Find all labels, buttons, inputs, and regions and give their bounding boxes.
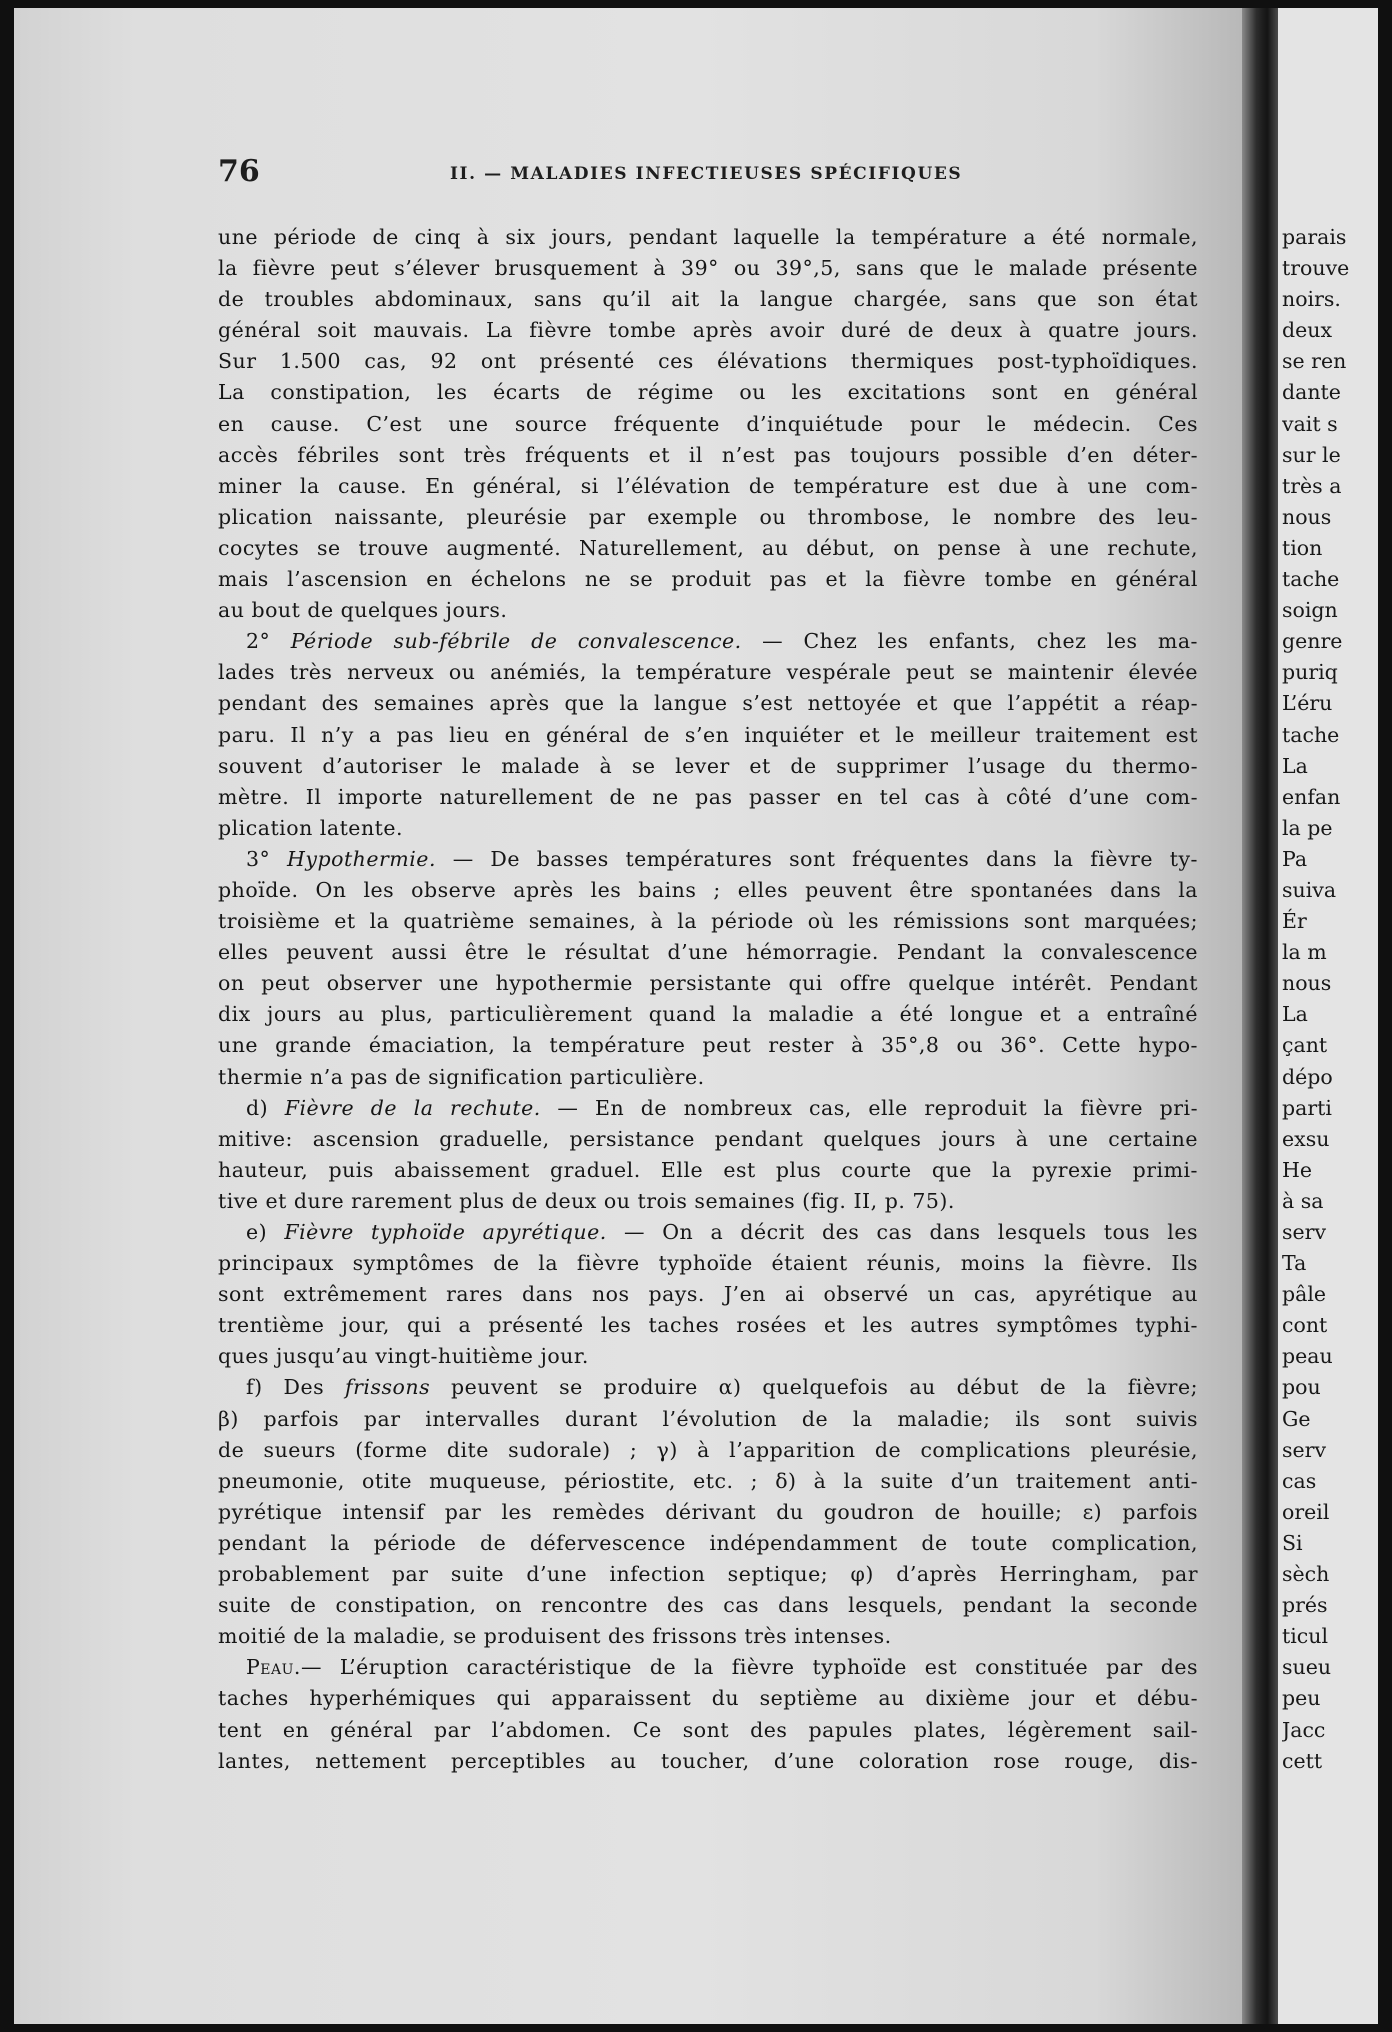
right-page-fragment: vait s — [1282, 411, 1338, 436]
line-text: en cause. C’est une source fréquente d’inquiétude pour le médecin. Ces — [218, 411, 1198, 436]
text-line — [218, 1715, 1198, 1746]
text-line — [218, 377, 1198, 408]
line-text: souvent d’autoriser le malade à se lever et de supprimer l’usage du thermo- — [218, 753, 1198, 778]
text-line — [218, 1559, 1198, 1590]
right-page-fragment: trouve — [1282, 256, 1350, 281]
text-line — [218, 471, 1198, 502]
text-line — [218, 1030, 1198, 1061]
text-line — [218, 813, 1198, 844]
right-page-fragment: sueu — [1282, 1655, 1332, 1680]
line-text: — L’éruption caractéristique de la fièvre typhoïde est constituée par des — [300, 1655, 1198, 1680]
text-line — [218, 253, 1198, 284]
line-text: trentième jour, qui a présenté les taches rosées et les autres symptômes typhi- — [218, 1313, 1198, 1338]
line-text: lades très nerveux ou anémiés, la température vespérale peut se maintenir élevée — [218, 660, 1198, 685]
right-page-fragment: suiva — [1282, 877, 1337, 902]
right-page-fragment: pâle — [1282, 1282, 1327, 1307]
running-head: II. — MALADIES INFECTIEUSES SPÉCIFIQUES — [450, 164, 963, 184]
section-heading: Peau. — [246, 1655, 301, 1680]
right-page-fragment: dante — [1282, 380, 1341, 405]
line-text: tent en général par l’abdomen. Ce sont des papules plates, légèrement sail- — [218, 1717, 1198, 1742]
right-page-fragment: exsu — [1282, 1126, 1330, 1151]
line-text: suite de constipation, on rencontre des cas dans lesquels, pendant la seconde — [218, 1593, 1198, 1618]
right-page-fragment: peu — [1282, 1686, 1321, 1711]
line-text: mitive: ascension graduelle, persistance pendant quelques jours à une certaine — [218, 1126, 1198, 1151]
right-page-fragment: parti — [1282, 1095, 1332, 1120]
line-text: accès fébriles sont très fréquents et il n’est pas toujours possible d’en déter- — [218, 442, 1198, 467]
text-line — [218, 440, 1198, 471]
line-text: cocytes se trouve augmenté. Naturellement, au début, on pense à une rechute, — [218, 535, 1198, 560]
text-line — [218, 906, 1198, 937]
text-line — [218, 720, 1198, 751]
text-line — [218, 1062, 1198, 1093]
line-text: — On a décrit des cas dans lesquels tous les — [623, 1220, 1198, 1244]
text-line — [218, 937, 1198, 968]
text-line — [218, 1466, 1198, 1497]
text-line — [218, 688, 1198, 719]
line-text: de troubles abdominaux, sans qu’il ait la langue chargée, sans que son état — [218, 287, 1198, 312]
line-text: une grande émaciation, la température peut rester à 35°,8 ou 36°. Cette hypo- — [218, 1033, 1198, 1058]
right-page-fragment: pou — [1282, 1375, 1321, 1400]
text-line — [218, 315, 1198, 346]
right-page-fragment: nous — [1282, 504, 1332, 529]
line-text: une période de cinq à six jours, pendant laquelle la température a été normale, — [218, 225, 1198, 249]
right-page-fragment: Ta — [1282, 1251, 1307, 1276]
right-page-fragment: tache — [1282, 567, 1340, 592]
paragraph-marker: e) — [246, 1220, 268, 1244]
right-page-fragment: enfan — [1282, 784, 1341, 809]
line-text: hauteur, puis abaissement graduel. Elle est plus courte que la pyrexie primi- — [218, 1157, 1198, 1182]
right-page-fragment: serv — [1282, 1220, 1327, 1244]
line-text: la fièvre peut s’élever brusquement à 39° ou 39°,5, sans que le malade présente — [218, 256, 1198, 281]
right-page-fragment: dépo — [1282, 1064, 1333, 1089]
text-line — [218, 1590, 1198, 1621]
right-page-fragment: La — [1282, 753, 1308, 778]
text-line — [218, 564, 1198, 595]
line-text: probablement par suite d’une infection septique; φ) d’après Herringham, par — [218, 1562, 1198, 1587]
line-text: — Chez les enfants, chez les ma- — [762, 629, 1198, 654]
right-page-fragment: cett — [1282, 1748, 1323, 1773]
line-text: pendant la période de défervescence indépendamment de toute complication, — [218, 1530, 1198, 1555]
right-page-text-fragments — [1282, 222, 1378, 1777]
right-page-fragment: cont — [1282, 1313, 1328, 1338]
line-text: elles peuvent aussi être le résultat d’une hémorragie. Pendant la convalescence — [218, 940, 1198, 965]
text-line — [218, 1310, 1198, 1341]
right-page-fragment: parais — [1282, 225, 1347, 249]
paragraph-marker: d) — [246, 1095, 269, 1120]
italic-heading: frissons — [345, 1375, 431, 1400]
right-page-fragment: Jacc — [1282, 1717, 1326, 1742]
right-page-edge — [1278, 8, 1378, 2024]
text-line — [218, 1279, 1198, 1310]
line-text: dix jours au plus, particulièrement quand la maladie a été longue et a entraîné — [218, 1002, 1198, 1027]
right-page-fragment: oreil — [1282, 1499, 1330, 1524]
text-line — [218, 1497, 1198, 1528]
text-line — [218, 1217, 1198, 1248]
text-line — [218, 657, 1198, 688]
scanned-book-spread — [14, 8, 1378, 2024]
text-line — [218, 409, 1198, 440]
text-line — [218, 1155, 1198, 1186]
right-page-fragment: nous — [1282, 971, 1332, 996]
text-line — [218, 751, 1198, 782]
right-page-fragment: L’éru — [1282, 691, 1333, 716]
text-line — [218, 999, 1198, 1030]
text-line — [218, 533, 1198, 564]
text-line — [218, 1621, 1198, 1652]
right-page-fragment: sèch — [1282, 1562, 1330, 1587]
line-text: mètre. Il importe naturellement de ne pas passer en tel cas à côté d’une com- — [218, 784, 1198, 809]
text-line — [218, 1746, 1198, 1777]
right-page-fragment: très a — [1282, 473, 1342, 498]
paragraph-marker: 3° — [246, 846, 271, 871]
right-page-fragment: He — [1282, 1157, 1313, 1182]
text-line — [218, 284, 1198, 315]
right-page-fragment: tache — [1282, 722, 1340, 747]
right-page-fragment: peau — [1282, 1344, 1333, 1369]
text-line — [218, 1124, 1198, 1155]
paragraph-marker: f) Des — [246, 1375, 325, 1400]
right-page-fragment: noirs. — [1282, 287, 1341, 312]
text-line — [218, 1093, 1198, 1124]
right-page-fragment: çant — [1282, 1033, 1328, 1058]
right-page-fragment: La — [1282, 1002, 1308, 1027]
right-page-fragment: Ge — [1282, 1406, 1311, 1431]
right-page-fragment: la m — [1282, 940, 1327, 965]
page-header — [218, 154, 1198, 194]
line-text: de sueurs (forme dite sudorale) ; γ) à l’apparition de complications pleurésie, — [218, 1437, 1198, 1462]
line-text: ques jusqu’au vingt-huitième jour. — [218, 1344, 589, 1369]
page-body-text — [218, 222, 1198, 1777]
right-page-fragment: ticul — [1282, 1624, 1329, 1649]
line-text: général soit mauvais. La fièvre tombe après avoir duré de deux à quatre jours. — [218, 318, 1198, 343]
right-page-fragment: serv — [1282, 1437, 1327, 1462]
text-line — [218, 595, 1198, 626]
line-text: — De basses températures sont fréquentes dans la fièvre ty- — [452, 846, 1198, 871]
line-text: pyrétique intensif par les remèdes dérivant du goudron de houille; ε) parfois — [218, 1499, 1198, 1524]
text-line — [218, 1435, 1198, 1466]
line-text: miner la cause. En général, si l’élévation de température est due à une com- — [218, 473, 1198, 498]
line-text: troisième et la quatrième semaines, à la période où les rémissions sont marquées; — [218, 909, 1198, 934]
line-text: peuvent se produire α) quelquefois au début de la fièvre; — [451, 1375, 1198, 1400]
italic-heading: Fièvre typhoïde apyrétique. — [284, 1220, 607, 1244]
text-line — [218, 968, 1198, 999]
line-text: taches hyperhémiques qui apparaissent du septième au dixième jour et débu- — [218, 1686, 1198, 1711]
line-text: on peut observer une hypothermie persistante qui offre quelque intérêt. Pendant — [218, 971, 1198, 996]
text-line — [218, 1683, 1198, 1714]
right-page-fragment: se ren — [1282, 349, 1347, 374]
line-text: sont extrêmement rares dans nos pays. J’en ai observé un cas, apyrétique au — [218, 1282, 1198, 1307]
line-text: paru. Il n’y a pas lieu en général de s’en inquiéter et le meilleur traitement est — [218, 722, 1198, 747]
text-line — [218, 1186, 1198, 1217]
right-page-fragment: deux — [1282, 318, 1333, 343]
page-number: 76 — [218, 154, 260, 189]
right-page-fragment: soign — [1282, 598, 1338, 623]
right-page-fragment: prés — [1282, 1593, 1328, 1618]
text-line — [218, 626, 1198, 657]
text-line — [218, 875, 1198, 906]
line-text: Sur 1.500 cas, 92 ont présenté ces élévations thermiques post-typhoïdiques. — [218, 349, 1198, 374]
italic-heading: Hypothermie. — [287, 846, 436, 871]
right-page-fragment: Ér — [1282, 909, 1307, 934]
text-line — [218, 1341, 1198, 1372]
right-page-fragment: la pe — [1282, 815, 1333, 840]
line-text: La constipation, les écarts de régime ou les excitations sont en général — [218, 380, 1198, 405]
text-line — [218, 502, 1198, 533]
italic-heading: Fièvre de la rechute. — [284, 1095, 541, 1120]
right-page-fragment: genre — [1282, 629, 1343, 654]
right-page-fragment: puriq — [1282, 660, 1338, 685]
paragraph-marker: 2° — [246, 629, 271, 654]
line-text: tive et dure rarement plus de deux ou trois semaines (fig. II, p. 75). — [218, 1188, 955, 1213]
text-line — [218, 1528, 1198, 1559]
line-text: moitié de la maladie, se produisent des frissons très intenses. — [218, 1624, 892, 1649]
line-text: lantes, nettement perceptibles au toucher, d’une coloration rose rouge, dis- — [218, 1748, 1198, 1773]
line-text: plication latente. — [218, 815, 404, 840]
text-line — [218, 1372, 1198, 1403]
italic-heading: Période sub-fébrile de convalescence. — [290, 629, 742, 654]
line-text: phoïde. On les observe après les bains ; elles peuvent être spontanées dans la — [218, 877, 1198, 902]
text-line — [218, 222, 1198, 253]
text-line — [218, 782, 1198, 813]
book-gutter — [1242, 8, 1278, 2024]
line-text: pendant des semaines après que la langue s’est nettoyée et que l’appétit a réap- — [218, 691, 1198, 716]
text-line — [218, 1652, 1198, 1683]
right-page-fragment: Pa — [1282, 846, 1308, 871]
right-page-fragment: à sa — [1282, 1188, 1324, 1213]
right-page-fragment: Si — [1282, 1530, 1303, 1555]
line-text: plication naissante, pleurésie par exemple ou thrombose, le nombre des leu- — [218, 504, 1198, 529]
right-page-fragment: sur le — [1282, 442, 1341, 467]
line-text: β) parfois par intervalles durant l’évolution de la maladie; ils sont suivis — [218, 1406, 1198, 1431]
text-line — [218, 844, 1198, 875]
right-page-fragment: cas — [1282, 1468, 1317, 1493]
text-line — [218, 346, 1198, 377]
line-text: thermie n’a pas de signification particulière. — [218, 1064, 705, 1089]
right-page-fragment: tion — [1282, 535, 1323, 560]
line-text: pneumonie, otite muqueuse, périostite, etc. ; δ) à la suite d’un traitement anti- — [218, 1468, 1198, 1493]
line-text: — En de nombreux cas, elle reproduit la fièvre pri- — [557, 1095, 1198, 1120]
line-text: au bout de quelques jours. — [218, 598, 508, 623]
line-text: principaux symptômes de la fièvre typhoïde étaient réunis, moins la fièvre. Ils — [218, 1251, 1198, 1276]
text-line — [218, 1404, 1198, 1435]
text-line — [218, 1248, 1198, 1279]
line-text: mais l’ascension en échelons ne se produit pas et la fièvre tombe en général — [218, 567, 1198, 592]
